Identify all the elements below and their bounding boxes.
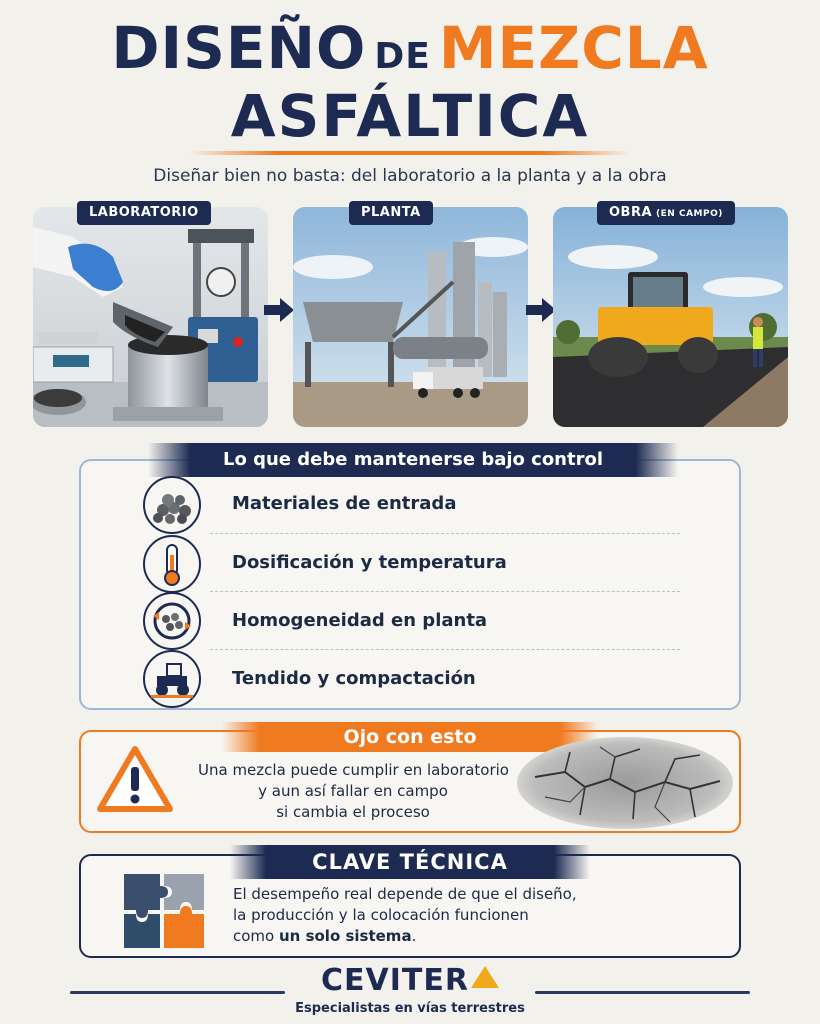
- title-line-2: ASFÁLTICA: [230, 82, 590, 150]
- key-line-3-prefix: como: [233, 927, 279, 945]
- key-line-2: la producción y la colocación funcionen: [233, 906, 529, 924]
- stage-label-field-extra: (EN CAMPO): [656, 209, 723, 219]
- key-line-1: El desempeño real depende de que el diseño,: [233, 885, 577, 903]
- title-line-1: [0, 14, 820, 82]
- warning-text: [198, 760, 508, 823]
- stage-tag-lab: [77, 201, 211, 225]
- warning-line: y aun así fallar en campo: [258, 782, 448, 800]
- aggregates-icon: [143, 476, 201, 534]
- footer-line-left: [70, 991, 285, 994]
- stage-label-plant: PLANTA: [361, 205, 421, 220]
- warning-line: Una mezcla puede cumplir en laboratorio: [198, 761, 509, 779]
- key-text: [233, 884, 703, 947]
- title-word-de: DE: [374, 36, 431, 77]
- control-label-homogeneity: Homogeneidad en planta: [232, 610, 488, 631]
- title-word-mezcla: MEZCLA: [438, 14, 709, 82]
- brand-tagline: Especialistas en vías terrestres: [295, 1001, 525, 1016]
- title-underline: [190, 151, 630, 155]
- arrow-right-icon: [526, 296, 556, 324]
- field-photo: [553, 207, 788, 427]
- key-heading: CLAVE TÉCNICA: [230, 845, 590, 879]
- lab-photo: [33, 207, 268, 427]
- warning-line: si cambia el proceso: [276, 803, 430, 821]
- control-divider: [210, 533, 680, 534]
- brand-logo: [300, 963, 520, 998]
- control-divider: [210, 591, 680, 592]
- road-roller-icon: [143, 650, 201, 708]
- key-line-3-emphasis: un solo sistema: [278, 927, 412, 945]
- thermometer-icon: [143, 535, 201, 593]
- plant-photo: [293, 207, 528, 427]
- stage-tag-field: [597, 201, 735, 225]
- stage-tag-plant: [349, 201, 433, 225]
- warning-heading: Ojo con esto: [222, 722, 598, 752]
- control-label-paving: Tendido y compactación: [232, 668, 476, 689]
- title-word-diseno: DISEÑO: [111, 14, 367, 82]
- arrow-right-icon: [264, 296, 294, 324]
- mixer-drum-icon: [143, 592, 201, 650]
- cracked-asphalt-image: [515, 737, 735, 829]
- control-label-dosing: Dosificación y temperatura: [232, 552, 507, 573]
- stage-label-field: OBRA: [609, 205, 653, 220]
- brand-name: CEVITER: [321, 963, 469, 998]
- brand-triangle-icon: [471, 966, 499, 988]
- control-divider: [210, 649, 680, 650]
- controls-heading: Lo que debe mantenerse bajo control: [148, 443, 678, 477]
- warning-triangle-icon: [96, 745, 174, 813]
- puzzle-icon: [122, 872, 206, 950]
- footer-line-right: [535, 991, 750, 994]
- control-label-materials: Materiales de entrada: [232, 493, 457, 514]
- key-line-3: [233, 926, 703, 947]
- stage-label-lab: LABORATORIO: [89, 205, 199, 220]
- key-line-3-suffix: .: [411, 927, 417, 945]
- subtitle: Diseñar bien no basta: del laboratorio a la planta y a la obra: [153, 166, 667, 186]
